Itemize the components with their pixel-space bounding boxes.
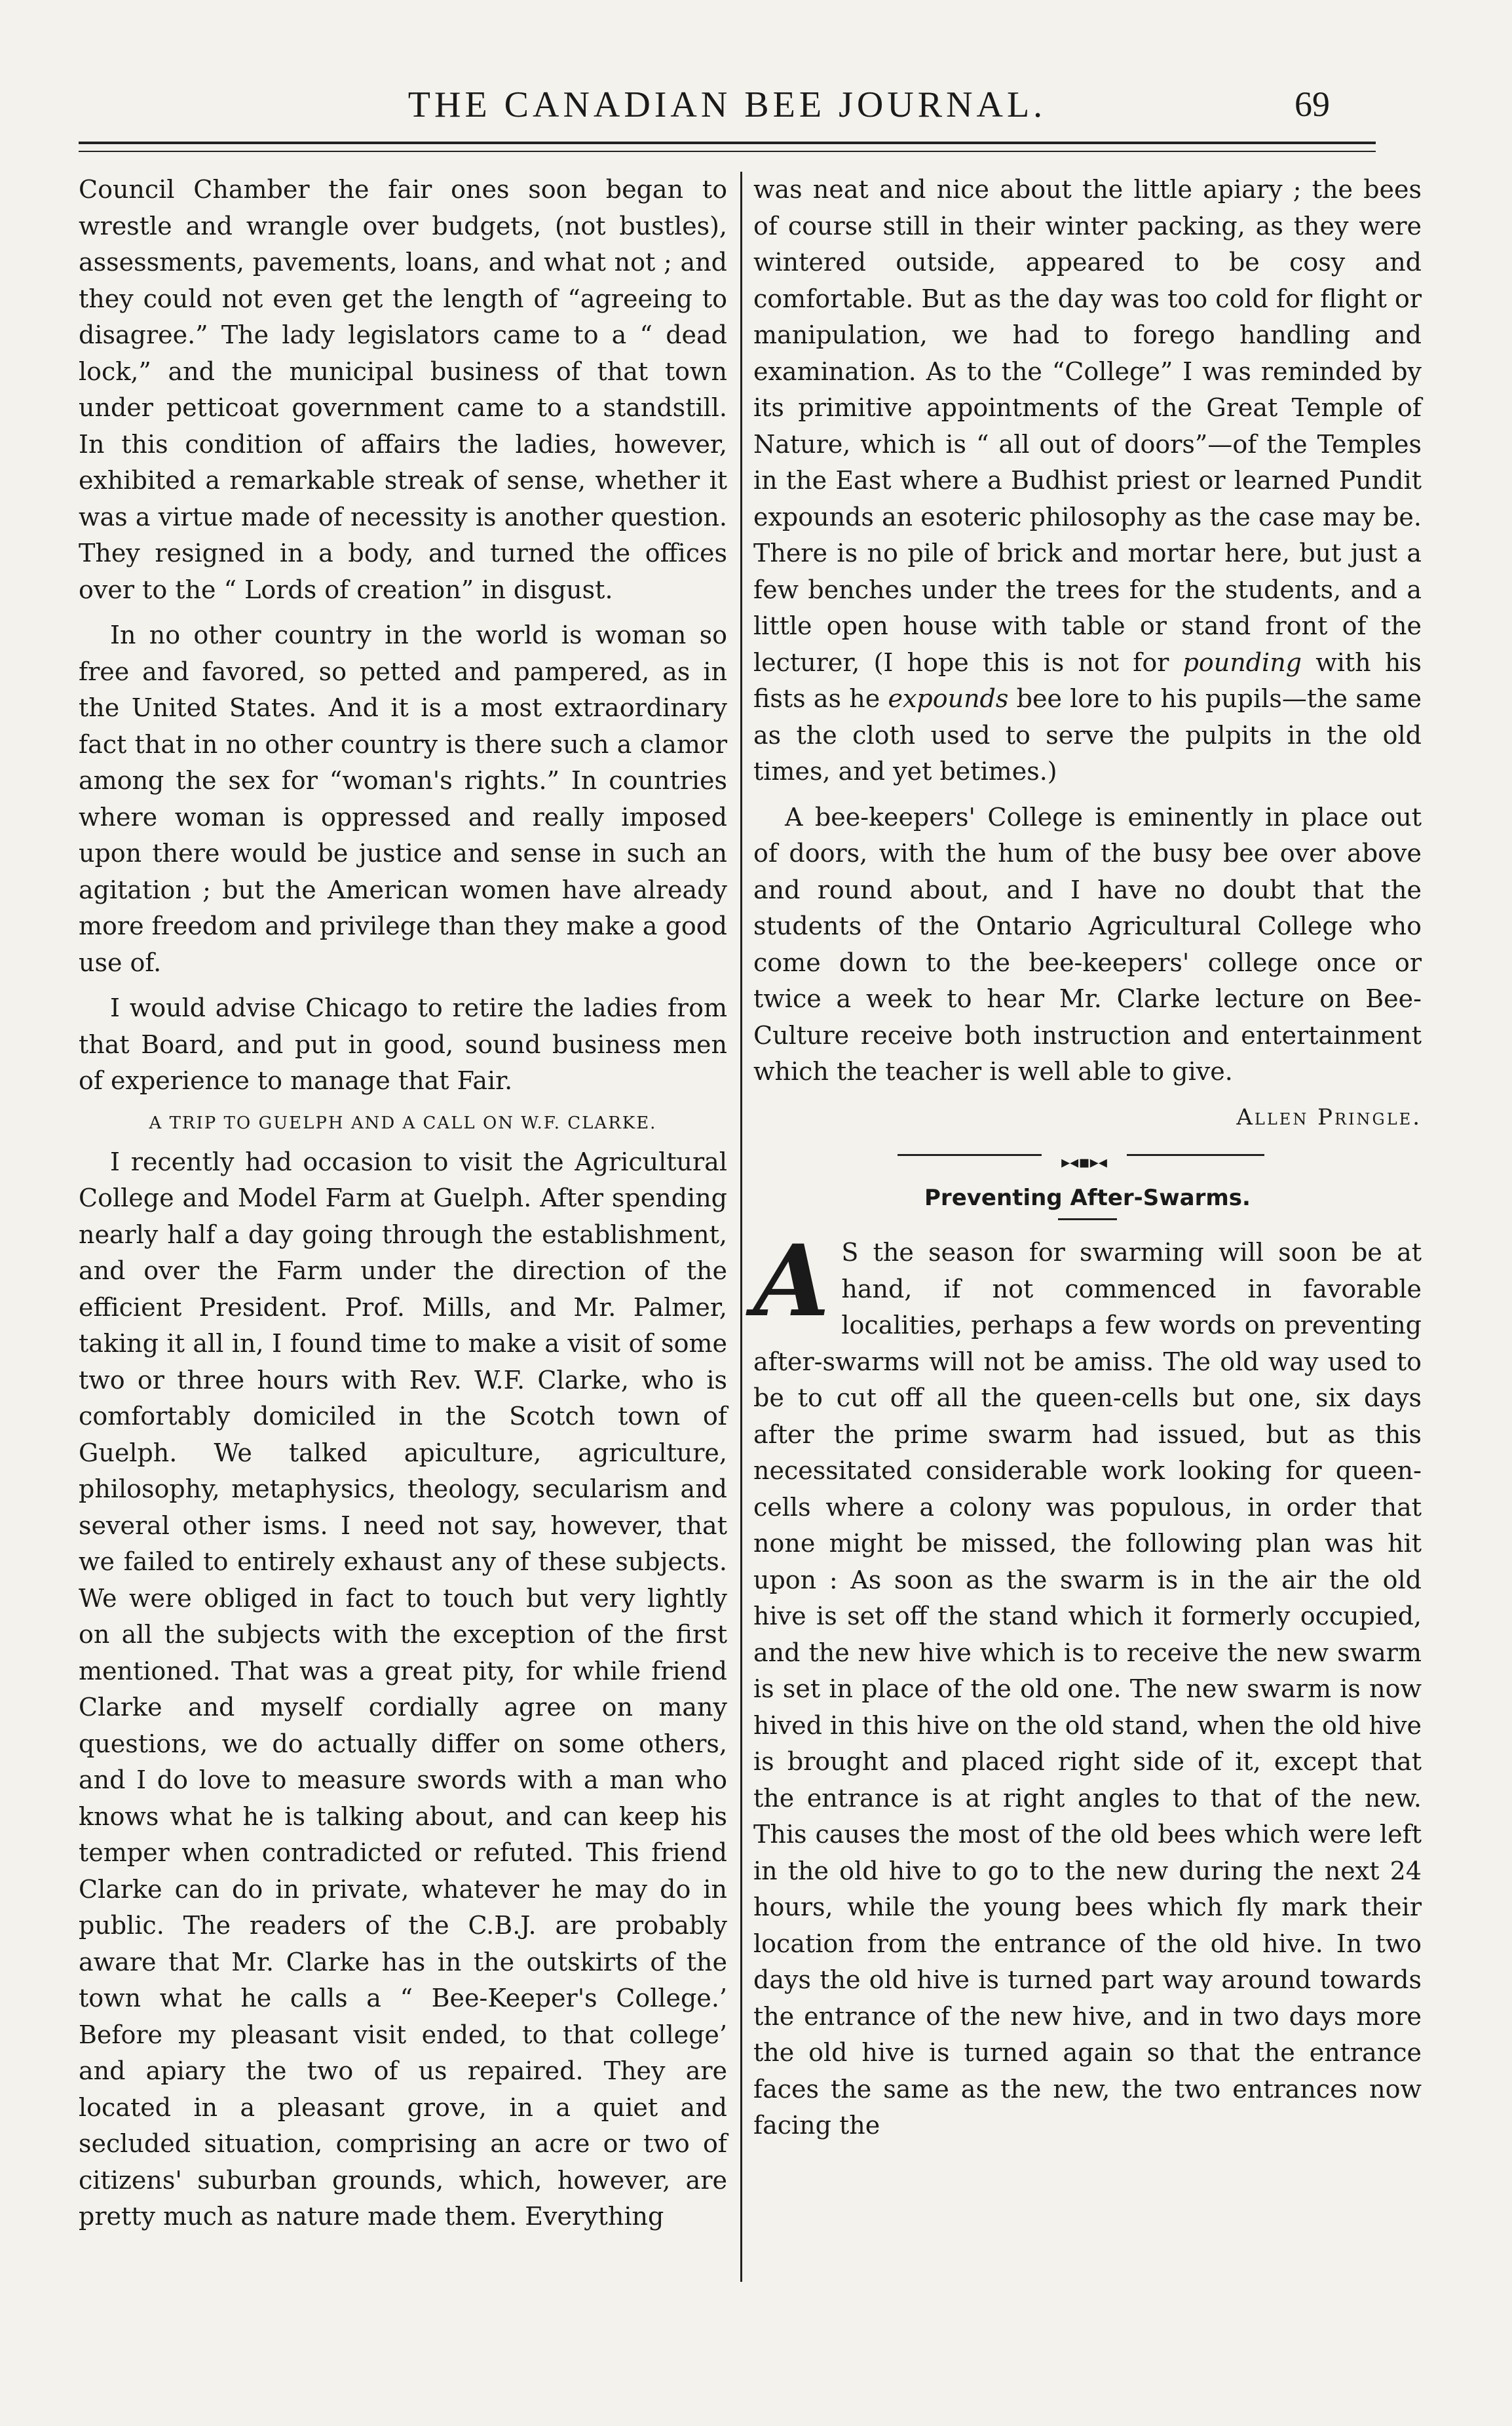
paragraph: In no other country in the world is woman so free and favored, so petted and pampered, as in the United States. And it is a most extraordinary fact that in no other country is there such a clamor among the sex for “woman's rights.” In countries where woman is oppressed and really imposed upon there would be justice and sense in such an agitation ; but the American women have already more freedom and privilege than they make a good use of.: [79, 621, 727, 977]
article-title: Preventing After-Swarms.: [924, 1185, 1251, 1211]
page-header: [79, 79, 1376, 138]
paragraph: I would advise Chicago to retire the ladies from that Board, and put in good, sound business men of experience to manage that Fair.: [79, 993, 727, 1095]
ornament-divider: [753, 1142, 1422, 1172]
text-run: bee lore to his pupils—the same as the cloth used to serve the pulpits in the old times, and yet betimes.): [753, 684, 1422, 786]
column-divider: [740, 172, 742, 2282]
header-rule: [79, 142, 1376, 144]
author-signature: Allen Pringle.: [1236, 1104, 1422, 1130]
header-rule-thin: [79, 151, 1376, 152]
italic-word: expounds: [888, 684, 1009, 713]
drop-cap: A: [753, 1223, 830, 1339]
journal-title: THE CANADIAN BEE JOURNAL.: [407, 85, 1047, 125]
paragraph: A bee-keepers' College is eminently in place out of doors, with the hum of the busy bee over above and round about, and I have no doubt that the students of the Ontario Agricultural College who come down to the bee-keepers' college once or twice a week to hear Mr. Clarke lecture on Bee-Culture receive both instruction and entertainment which the teacher is well able to give.: [753, 802, 1422, 1086]
page-number: 69: [1295, 85, 1330, 124]
paragraph: I recently had occasion to visit the Agricultural College and Model Farm at Guelph. After spending nearly half a day going through the establishment, and over the Farm under the direction of the efficient President. Prof. Mills, and Mr. Palmer, taking it all in, I found time to make a visit of some two or three hours with Rev. W.F. Clarke, who is comfortably domiciled in the Scotch town of Guelph. We talked apiculture, agriculture, philosophy, metaphysics, theology, secularism and several other isms. I need not say, however, that we failed to entirely exhaust any of these subjects. We were obliged in fact to touch but very lightly on all the subjects with the exception of the first mentioned. That was a great pity, for while friend Clarke and myself cordially agree on many questions, we do actually differ on some others, and I do love to measure swords with a man who knows what he is talking about, and can keep his temper when contradicted or refuted. This friend Clarke can do in private, whatever he may do in public. The readers of the C.B.J. are probably aware that Mr. Clarke has in the outskirts of the town what he calls a “ Bee-Keeper's College.’ Before my pleasant visit ended, to that college’ and apiary the two of us repaired. They are located in a pleasant grove, in a quiet and secluded situation, comprising an acre or two of citizens' suburban grounds, which, however, are pretty much as nature made them. Everything: [79, 1147, 727, 2231]
text-run: was neat and nice about the little apiary ; the bees of course still in their winter packing, as they were wintered outside, appeared to be cosy and comfortable. But as the day was too cold for flight or manipulation, we had to forego handling and examination. As to the “College” I was reminded by its primitive appointments of the Great Temple of Nature, which is “ all out of doors”—of the Temples in the East where a Budhist priest or learned Pundit expounds an esoteric philosophy as the case may be. There is no pile of brick and mortar here, but just a few benches under the trees for the students, and a little open house with table or stand front of the lecturer, (I hope this is not for: [753, 175, 1422, 677]
left-column: [79, 172, 727, 2244]
paragraph: [753, 1223, 1422, 2144]
right-column: [753, 172, 1422, 2153]
section-subhead: A TRIP TO GUELPH AND A CALL ON W.F. CLARKE.: [149, 1113, 657, 1133]
italic-word: pounding: [1182, 647, 1302, 677]
ornament-mark: ▸◂▪▸◂: [1042, 1145, 1127, 1182]
paragraph: [753, 172, 1422, 790]
text-run: S the season for swarming will soon be at hand, if not commenced in favorable localities, perhaps a few words on preventing after-swarms will not be amiss. The old way used to be to cut off all the queen-cells but one, six days after the prime swarm had issued, but as this necessitated considerable work looking for queen-cells where a colony was populous, in order that none might be missed, the following plan was hit upon : As soon as the swarm is in the air the old hive is set off the stand which it formerly occupied, and the new hive which is to receive the new swarm is set in place of the old one. The new swarm is now hived in this hive on the old stand, when the old hive is brought and placed right side of it, except that the entrance is at right angles to that of the new. This causes the most of the old bees which were left in the old hive to go to the new during the next 24 hours, while the young bees which fly mark their location from the entrance of the old hive. In two days the old hive is turned part way around towards the entrance of the new hive, and in two days more the old hive is turned again so that the entrance faces the same as the new, the two entrances now facing the: [753, 1238, 1422, 2140]
paragraph: Council Chamber the fair ones soon began to wrestle and wrangle over budgets, (not bustles), assessments, pavements, loans, and what not ; and they could not even get the length of “agreeing to disagree.” The lady legislators came to a “ dead lock,” and the municipal business of that town under petticoat government came to a standstill. In this condition of affairs the ladies, however, exhibited a remarkable streak of sense, whether it was a virtue made of necessity is another question. They resigned in a body, and turned the offices over to the “ Lords of creation” in disgust.: [79, 175, 727, 604]
text-run: with his fists as he: [753, 647, 1422, 713]
title-rule: [1058, 1218, 1117, 1220]
